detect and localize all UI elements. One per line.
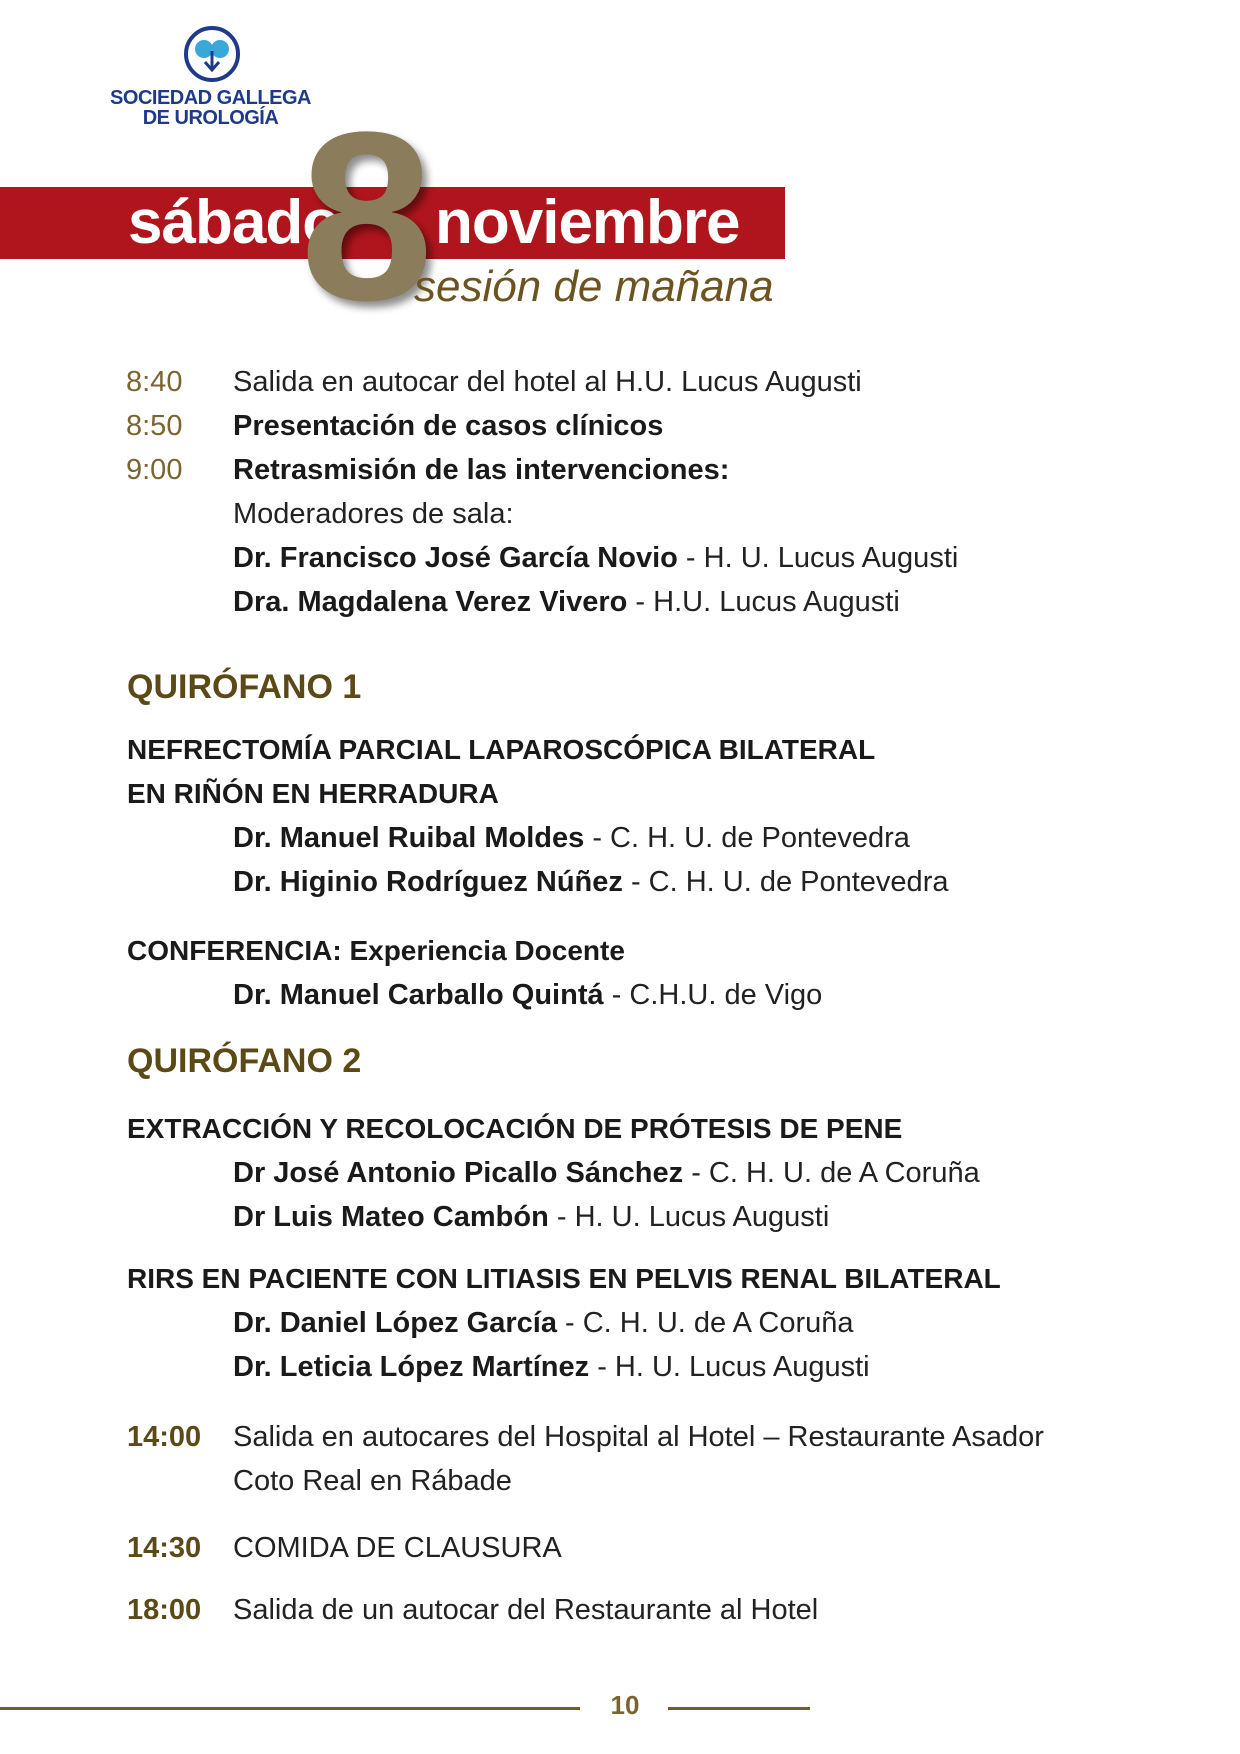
room1-title: QUIRÓFANO 1 bbox=[127, 668, 362, 706]
person-affiliation: - C. H. U. de A Coruña bbox=[683, 1157, 980, 1189]
person-affiliation: - C. H. U. de Pontevedra bbox=[622, 866, 949, 898]
person-name: Dra. Magdalena Verez Vivero bbox=[233, 586, 628, 618]
person-affiliation: - C. H. U. de A Coruña bbox=[556, 1307, 854, 1339]
surgeon-entry bbox=[233, 822, 910, 855]
person-name: Dr. Higinio Rodríguez Núñez bbox=[233, 866, 623, 898]
surgeon-entry bbox=[233, 1157, 980, 1190]
schedule-text: Salida en autocares del Hospital al Hotel – Restaurante Asador bbox=[233, 1421, 1044, 1453]
person-affiliation: - C.H.U. de Vigo bbox=[603, 979, 823, 1011]
room2-procedure2: RIRS EN PACIENTE CON LITIASIS EN PELVIS RENAL BILATERAL bbox=[127, 1263, 1001, 1294]
session-title: sesión de mañana bbox=[414, 262, 774, 311]
schedule-text: Salida de un autocar del Restaurante al Hotel bbox=[233, 1594, 819, 1626]
schedule-time: 14:30 bbox=[127, 1532, 202, 1564]
footer-rule-right bbox=[668, 1707, 810, 1710]
schedule-text: Salida en autocar del hotel al H.U. Lucus Augusti bbox=[233, 366, 862, 398]
schedule-time: 14:00 bbox=[127, 1421, 202, 1453]
moderator-entry bbox=[233, 586, 900, 619]
surgeon-entry bbox=[233, 1307, 854, 1340]
society-name bbox=[108, 88, 313, 128]
surgeon-entry bbox=[233, 866, 948, 899]
day-number: 8 bbox=[300, 82, 428, 350]
moderator-entry bbox=[233, 542, 958, 575]
schedule-time: 9:00 bbox=[126, 454, 183, 486]
person-name: Dr José Antonio Picallo Sánchez bbox=[233, 1157, 684, 1189]
urology-society-emblem-icon bbox=[183, 25, 241, 83]
person-affiliation: - C. H. U. de Pontevedra bbox=[584, 822, 910, 854]
society-name-line2: DE UROLOGÍA bbox=[142, 107, 279, 129]
month: noviembre bbox=[435, 188, 740, 257]
moderators-label: Moderadores de sala: bbox=[233, 498, 514, 530]
schedule-text: Presentación de casos clínicos bbox=[233, 410, 664, 442]
day-of-week: sábado bbox=[128, 188, 340, 257]
person-affiliation: - H. U. Lucus Augusti bbox=[677, 542, 959, 574]
schedule-time: 8:50 bbox=[126, 410, 183, 442]
person-name: Dr. Daniel López García bbox=[233, 1307, 557, 1339]
person-name: Dr. Manuel Ruibal Moldes bbox=[233, 822, 585, 854]
surgeon-entry bbox=[233, 1351, 870, 1384]
schedule-text-continued: Coto Real en Rábade bbox=[233, 1465, 512, 1497]
person-name: Dr. Leticia López Martínez bbox=[233, 1351, 590, 1383]
schedule-text: Retrasmisión de las intervenciones: bbox=[233, 454, 730, 486]
speaker-entry bbox=[233, 979, 822, 1012]
schedule-time: 8:40 bbox=[126, 366, 183, 398]
page-number: 10 bbox=[610, 1690, 640, 1720]
footer-rule-left bbox=[0, 1707, 580, 1710]
room2-procedure1: EXTRACCIÓN Y RECOLOCACIÓN DE PRÓTESIS DE PENE bbox=[127, 1113, 903, 1144]
room1-procedure-line1: NEFRECTOMÍA PARCIAL LAPAROSCÓPICA BILATERAL bbox=[127, 734, 876, 765]
society-name-line1: SOCIEDAD GALLEGA bbox=[110, 87, 311, 109]
room1-procedure-line2: EN RIÑÓN EN HERRADURA bbox=[127, 778, 499, 809]
surgeon-entry bbox=[233, 1201, 829, 1234]
conference-title: CONFERENCIA: Experiencia Docente bbox=[127, 935, 625, 966]
schedule-time: 18:00 bbox=[127, 1594, 202, 1626]
person-affiliation: - H. U. Lucus Augusti bbox=[548, 1201, 830, 1233]
person-name: Dr Luis Mateo Cambón bbox=[233, 1201, 549, 1233]
person-affiliation: - H.U. Lucus Augusti bbox=[627, 586, 900, 618]
schedule-text: COMIDA DE CLAUSURA bbox=[233, 1532, 562, 1564]
room2-title: QUIRÓFANO 2 bbox=[127, 1042, 362, 1080]
person-name: Dr. Manuel Carballo Quintá bbox=[233, 979, 604, 1011]
person-name: Dr. Francisco José García Novio bbox=[233, 542, 678, 574]
person-affiliation: - H. U. Lucus Augusti bbox=[589, 1351, 870, 1383]
